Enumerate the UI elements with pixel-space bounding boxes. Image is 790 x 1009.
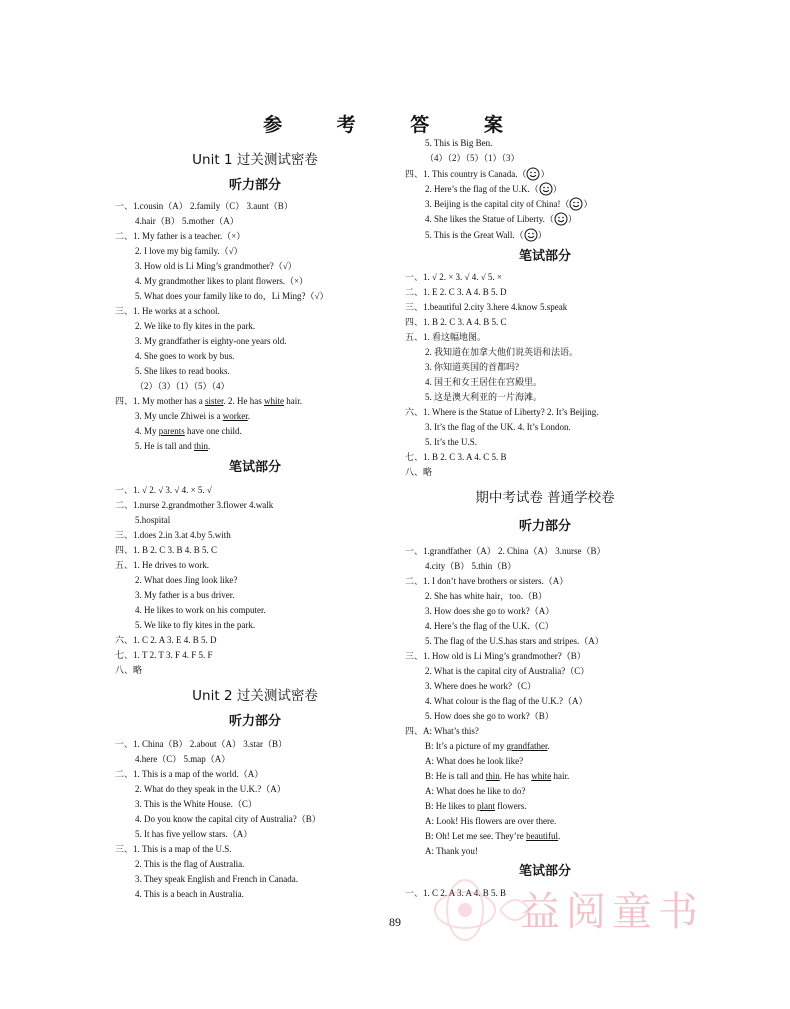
answer-line: 5. What does your family like to do，Li Ming?（√） <box>135 291 329 301</box>
answer-line: 七、1. B 2. C 3. A 4. C 5. B <box>405 452 507 462</box>
answer-text: . <box>247 411 250 421</box>
answer-line: A: Look! His flowers are over there. <box>425 816 557 826</box>
answer-line: A: What does he like to do? <box>425 786 526 796</box>
answer-line: 三、1.does 2.in 3.at 4.by 5.with <box>115 530 231 540</box>
answer-line: 5. It’s the U.S. <box>425 437 478 447</box>
answer-line: 2. I love my big family.（√） <box>135 246 243 256</box>
section-heading: 听力部分 <box>228 714 281 729</box>
answer-line: 2. We like to fly kites in the park. <box>135 321 256 331</box>
answer-line: A: What does he look like? <box>425 756 524 766</box>
section-heading: Unit 1 过关测试密卷 <box>192 152 318 168</box>
answer-line <box>425 830 560 842</box>
answer-text: 四、1. My mother has a <box>115 396 205 406</box>
answer-text: 4. My <box>135 426 159 436</box>
answer-line: 2. What do they speak in the U.K.?（A） <box>135 784 286 794</box>
underlined-answer: parents <box>158 426 185 436</box>
answer-line: 3. How old is Li Ming’s grandmother?（√） <box>135 261 297 271</box>
answer-line: 三、1. He works at a school. <box>115 306 220 316</box>
answer-line: 5.hospital <box>135 515 171 525</box>
answer-text: B: He likes to <box>425 801 477 811</box>
answer-line: 2. What is the capital city of Australia?（C） <box>425 666 590 676</box>
answer-line: 一、1. C 2. A 3. A 4. B 5. B <box>405 888 507 898</box>
answer-line: 4.hair（B） 5.mother（A） <box>135 216 239 226</box>
answer-line: 2. What does Jing look like? <box>135 575 238 585</box>
answer-text: hair. <box>284 396 303 406</box>
smiley-face-icon <box>539 182 553 196</box>
answer-line: 4.city（B） 5.thin（B） <box>425 561 517 571</box>
answer-line: （2）（3）（1）（5）（4） <box>135 381 230 391</box>
answer-line: 3. This is the White House.（C） <box>135 799 257 809</box>
underlined-answer: white <box>264 396 285 406</box>
answer-line: 5. It has five yellow stars.（A） <box>135 829 253 839</box>
section-heading: 笔试部分 <box>518 249 571 264</box>
answer-line: 一、1.cousin（A） 2.family（C） 3.aunt（B） <box>115 201 293 211</box>
answer-line: 八、略 <box>405 467 433 477</box>
answer-line: 2. This is the flag of Australia. <box>135 859 245 869</box>
answer-line <box>405 167 550 181</box>
answer-line: 二、1. E 2. C 3. A 4. B 5. D <box>405 287 507 297</box>
answer-line: 4. 国王和女王居住在宫殿里。 <box>425 377 543 387</box>
answer-text: 2. Here’s the flag of the U.K.（ <box>425 184 539 194</box>
answer-line: 5. The flag of the U.S.has stars and stripes.（A） <box>425 636 604 646</box>
answer-line: 四、1. B 2. C 3. B 4. B 5. C <box>115 545 218 555</box>
answer-line <box>425 212 577 226</box>
answer-text: B: It’s a picture of my <box>425 741 507 751</box>
answer-line: 四、A: What’s this? <box>405 726 479 736</box>
answer-line: 三、1.beautiful 2.city 3.here 4.know 5.speak <box>405 302 568 312</box>
answer-line <box>135 410 250 422</box>
answer-line: 5. 这是澳大利亚的一片海滩。 <box>425 392 543 402</box>
answer-text: B: Oh! Let me see. They’re <box>425 831 527 841</box>
answer-text: . <box>208 441 211 451</box>
answer-line: 4. This is a beach in Australia. <box>135 889 244 899</box>
answer-line: 3. My grandfather is eighty-one years old. <box>135 336 287 346</box>
answer-line: 3. My father is a bus driver. <box>135 590 235 600</box>
answer-text: ） <box>583 199 593 209</box>
answer-line <box>425 197 593 211</box>
underlined-answer: white <box>531 771 552 781</box>
answer-line: 三、1. This is a map of the U.S. <box>115 844 232 854</box>
answer-line: 5. We like to fly kites in the park. <box>135 620 256 630</box>
section-heading: Unit 2 过关测试密卷 <box>192 688 318 704</box>
underlined-answer: worker <box>222 411 248 421</box>
answer-line: 3. How does she go to work?（A） <box>425 606 555 616</box>
answer-line: 3. They speak English and French in Canada. <box>135 874 299 884</box>
answer-line: 2. 我知道在加拿大他们说英语和法语。 <box>425 347 579 357</box>
answer-line: 5. This is Big Ben. <box>425 138 493 148</box>
underlined-answer: sister <box>205 396 224 406</box>
underlined-answer: thin <box>194 441 209 451</box>
answer-line: 2. She has white hair，too.（B） <box>425 591 547 601</box>
answer-text: flowers. <box>495 801 527 811</box>
page-title: 参 考 答 案 <box>263 114 527 136</box>
answer-line: A: Thank you! <box>425 846 478 856</box>
answer-text: . <box>547 741 550 751</box>
smiley-face-icon <box>554 212 568 226</box>
answer-line: 八、略 <box>115 665 143 675</box>
answer-text: B: He is tall and <box>425 771 486 781</box>
answer-text: 5. He is tall and <box>135 441 194 451</box>
answer-line: 4. He likes to work on his computer. <box>135 605 266 615</box>
answer-text: ） <box>552 184 562 194</box>
answer-text: ） <box>540 169 550 179</box>
answer-text: have one child. <box>184 426 242 436</box>
answer-line <box>115 395 302 407</box>
answer-line: 一、1. √ 2. √ 3. √ 4. × 5. √ <box>115 485 212 495</box>
answer-text: 5. This is the Great Wall.（ <box>425 230 524 240</box>
section-heading: 听力部分 <box>228 178 281 193</box>
underlined-answer: thin <box>485 771 500 781</box>
answer-line: （4）（2）（5）（1）（3） <box>425 153 520 163</box>
answer-line: 4. What colour is the flag of the U.K.?（A） <box>425 696 588 706</box>
answer-text: . 2. He has <box>223 396 265 406</box>
watermark-text: 益阅童书 <box>520 889 704 935</box>
answer-line <box>425 740 550 752</box>
section-heading: 听力部分 <box>518 519 571 534</box>
answer-line: 4.here（C） 5.map（A） <box>135 754 231 764</box>
answer-text: ） <box>537 230 547 240</box>
answer-text: ） <box>567 214 577 224</box>
answer-line: 5. She likes to read books. <box>135 366 230 376</box>
answer-text: 4. She likes the Statue of Liberty.（ <box>425 214 554 224</box>
answer-text: . He has <box>499 771 532 781</box>
answer-line: 4. My grandmother likes to plant flowers.（×） <box>135 276 309 286</box>
answer-text: 四、1. This country is Canada.（ <box>405 169 527 179</box>
answer-line: 六、1. Where is the Statue of Liberty? 2. It’s Beijing. <box>405 407 599 417</box>
smiley-face-icon <box>526 167 540 181</box>
answer-line: 5. How does she go to work?（B） <box>425 711 554 721</box>
answer-line: 一、1. √ 2. × 3. √ 4. √ 5. × <box>405 272 502 282</box>
section-heading: 笔试部分 <box>228 460 281 475</box>
page-number: 89 <box>389 915 401 929</box>
answer-line: 二、1. I don’t have brothers or sisters.（A） <box>405 576 569 586</box>
underlined-answer: grandfather <box>506 741 548 751</box>
underlined-answer: plant <box>477 801 495 811</box>
answer-line: 3. It’s the flag of the UK. 4. It’s London. <box>425 422 571 432</box>
answer-line: 4. Do you know the capital city of Australia?（B） <box>135 814 321 824</box>
answer-line: 二、1.nurse 2.grandmother 3.flower 4.walk <box>115 500 274 510</box>
answer-text: . <box>558 831 561 841</box>
answer-text: 3. Beijing is the capital city of China!（ <box>425 199 570 209</box>
answer-text: hair. <box>551 771 570 781</box>
answer-line: 一、1. China（B） 2.about（A） 3.star（B） <box>115 739 287 749</box>
answer-line <box>425 800 527 812</box>
answer-line <box>425 228 547 242</box>
answer-line: 二、1. My father is a teacher.（×） <box>115 231 246 241</box>
answer-line: 3. Where does he work?（C） <box>425 681 537 691</box>
answer-text: 3. My uncle Zhiwei is a <box>135 411 223 421</box>
answer-line: 五、1. He drives to work. <box>115 560 209 570</box>
answer-line: 一、1.grandfather（A） 2. China（A） 3.nurse（B） <box>405 546 606 556</box>
answer-line: 五、1. 看这幅地图。 <box>405 332 487 342</box>
answer-line: 七、1. T 2. T 3. F 4. F 5. F <box>115 650 213 660</box>
answer-line: 4. Here’s the flag of the U.K.（C） <box>425 621 554 631</box>
answer-line: 六、1. C 2. A 3. E 4. B 5. D <box>115 635 217 645</box>
answer-line: 四、1. B 2. C 3. A 4. B 5. C <box>405 317 507 327</box>
answer-line: 3. 你知道英国的首都吗? <box>425 362 519 372</box>
smiley-face-icon <box>524 228 538 242</box>
section-heading: 笔试部分 <box>518 864 571 879</box>
answer-line <box>135 440 210 452</box>
answer-line: 三、1. How old is Li Ming’s grandmother?（B） <box>405 651 586 661</box>
underlined-answer: beautiful <box>526 831 559 841</box>
answer-line <box>425 182 562 196</box>
answer-line <box>135 425 242 437</box>
smiley-face-icon <box>569 197 583 211</box>
answer-line <box>425 770 569 782</box>
section-heading: 期中考试卷 普通学校卷 <box>475 490 615 506</box>
answer-line: 4. She goes to work by bus. <box>135 351 235 361</box>
answer-line: 二、1. This is a map of the world.（A） <box>115 769 264 779</box>
